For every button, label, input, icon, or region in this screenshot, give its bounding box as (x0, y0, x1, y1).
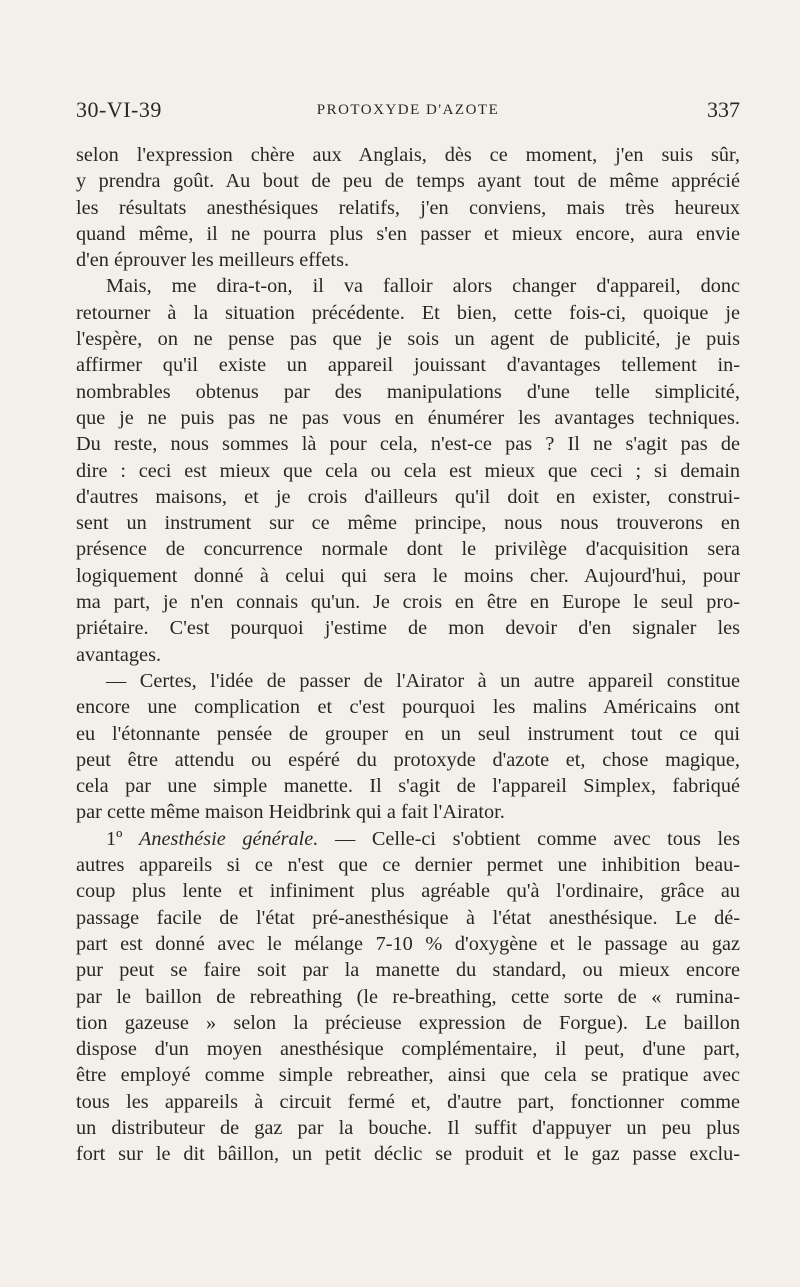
text-line: quand même, il ne pourra plus s'en passer et mieux encore, aura envie (76, 222, 740, 245)
paragraph-4 (76, 826, 740, 1168)
text-line: tion gazeuse » selon la précieuse expression de Forgue). Le baillon (76, 1011, 740, 1034)
text-line: avantages. (76, 643, 162, 666)
page-number: 337 (707, 97, 740, 122)
text-line-with-heading (76, 826, 740, 852)
running-header (76, 94, 740, 126)
text-line: présence de concurrence normale dont le privilège d'acquisition sera (76, 538, 740, 561)
text-line: fort sur le dit bâillon, un petit déclic se produit et le gaz passe exclu- (76, 1143, 740, 1166)
paragraph-3 (76, 668, 740, 826)
text-line: que je ne puis pas ne pas vous en énumérer les avantages techniques. (76, 406, 740, 429)
text-line: un distributeur de gaz par la bouche. Il suffit d'appuyer un peu plus (76, 1116, 740, 1139)
text-line: part est donné avec le mélange 7-10 % d'oxygène et le passage au gaz (76, 932, 740, 955)
running-title: PROTOXYDE D'AZOTE (316, 102, 500, 118)
text-line: passage facile de l'état pré-anesthésique à l'état anesthésique. Le dé- (76, 906, 740, 929)
body-text (76, 142, 740, 1168)
text-line: par cette même maison Heidbrink qui a fait l'Airator. (76, 801, 505, 824)
text-line: eu l'étonnante pensée de grouper en un seul instrument tout ce qui (76, 722, 740, 745)
text-line: priétaire. C'est pourquoi j'estime de mon devoir d'en signaler les (76, 617, 740, 640)
text-line: par le baillon de rebreathing (le re-breathing, cette sorte de « rumina- (76, 985, 740, 1008)
text-line: tous les appareils à circuit fermé et, d'autre part, fonctionner comme (76, 1090, 740, 1113)
text-line: d'autres maisons, et je crois d'ailleurs qu'il doit en exister, construi- (76, 485, 740, 508)
text-line: l'espère, on ne pense pas que je sois un agent de publicité, je puis (76, 328, 740, 351)
section-number: 1º (106, 827, 123, 850)
text-line: pur peut se faire soit par la manette du standard, ou mieux encore (76, 959, 740, 982)
text-line-tail: — Celle-ci s'obtient comme avec tous les (334, 827, 740, 850)
text-line: dire : ceci est mieux que cela ou cela est mieux que ceci ; si demain (76, 459, 740, 482)
text-line: peut être attendu ou espéré du protoxyde d'azote et, chose magique, (76, 748, 740, 771)
text-line: cela par une simple manette. Il s'agit de l'appareil Simplex, fabriqué (76, 775, 740, 798)
paragraph-2 (76, 273, 740, 667)
section-heading: Anesthésie générale. (139, 827, 319, 850)
text-line: autres appareils si ce n'est que ce dernier permet une inhibition beau- (76, 854, 740, 877)
text-line: — Certes, l'idée de passer de l'Airator à un autre appareil constitue (106, 669, 740, 692)
text-line: sent un instrument sur ce même principe, nous nous trouverons en (76, 512, 740, 535)
text-line: Mais, me dira-t-on, il va falloir alors changer d'appareil, donc (106, 275, 740, 298)
text-line: les résultats anesthésiques relatifs, j'en conviens, mais très heureux (76, 196, 740, 219)
text-line: coup plus lente et infiniment plus agréable qu'à l'ordinaire, grâce au (76, 880, 740, 903)
text-line: d'en éprouver les meilleurs effets. (76, 249, 350, 272)
text-line: ma part, je n'en connais qu'un. Je crois en être en Europe le seul pro- (76, 591, 740, 614)
text-line: Du reste, nous sommes là pour cela, n'est-ce pas ? Il ne s'agit pas de (76, 433, 740, 456)
text-line: être employé comme simple rebreather, ainsi que cela se pratique avec (76, 1064, 740, 1087)
text-line: logiquement donné à celui qui sera le moins cher. Aujourd'hui, pour (76, 564, 740, 587)
text-line: nombrables obtenus par des manipulations d'une telle simplicité, (76, 380, 740, 403)
paragraph-1 (76, 142, 740, 273)
text-line: retourner à la situation précédente. Et bien, cette fois-ci, quoique je (76, 301, 740, 324)
text-line: selon l'expression chère aux Anglais, dès ce moment, j'en suis sûr, (76, 144, 740, 166)
text-line: dispose d'un moyen anesthésique complémentaire, il peut, d'une part, (76, 1038, 740, 1061)
text-line: encore une complication et c'est pourquoi les malins Américains ont (76, 696, 740, 719)
text-line: affirmer qu'il existe un appareil jouissant d'avantages tellement in- (76, 354, 740, 377)
header-date: 30-VI-39 (76, 97, 162, 122)
text-line: y prendra goût. Au bout de peu de temps ayant tout de même apprécié (76, 170, 740, 193)
